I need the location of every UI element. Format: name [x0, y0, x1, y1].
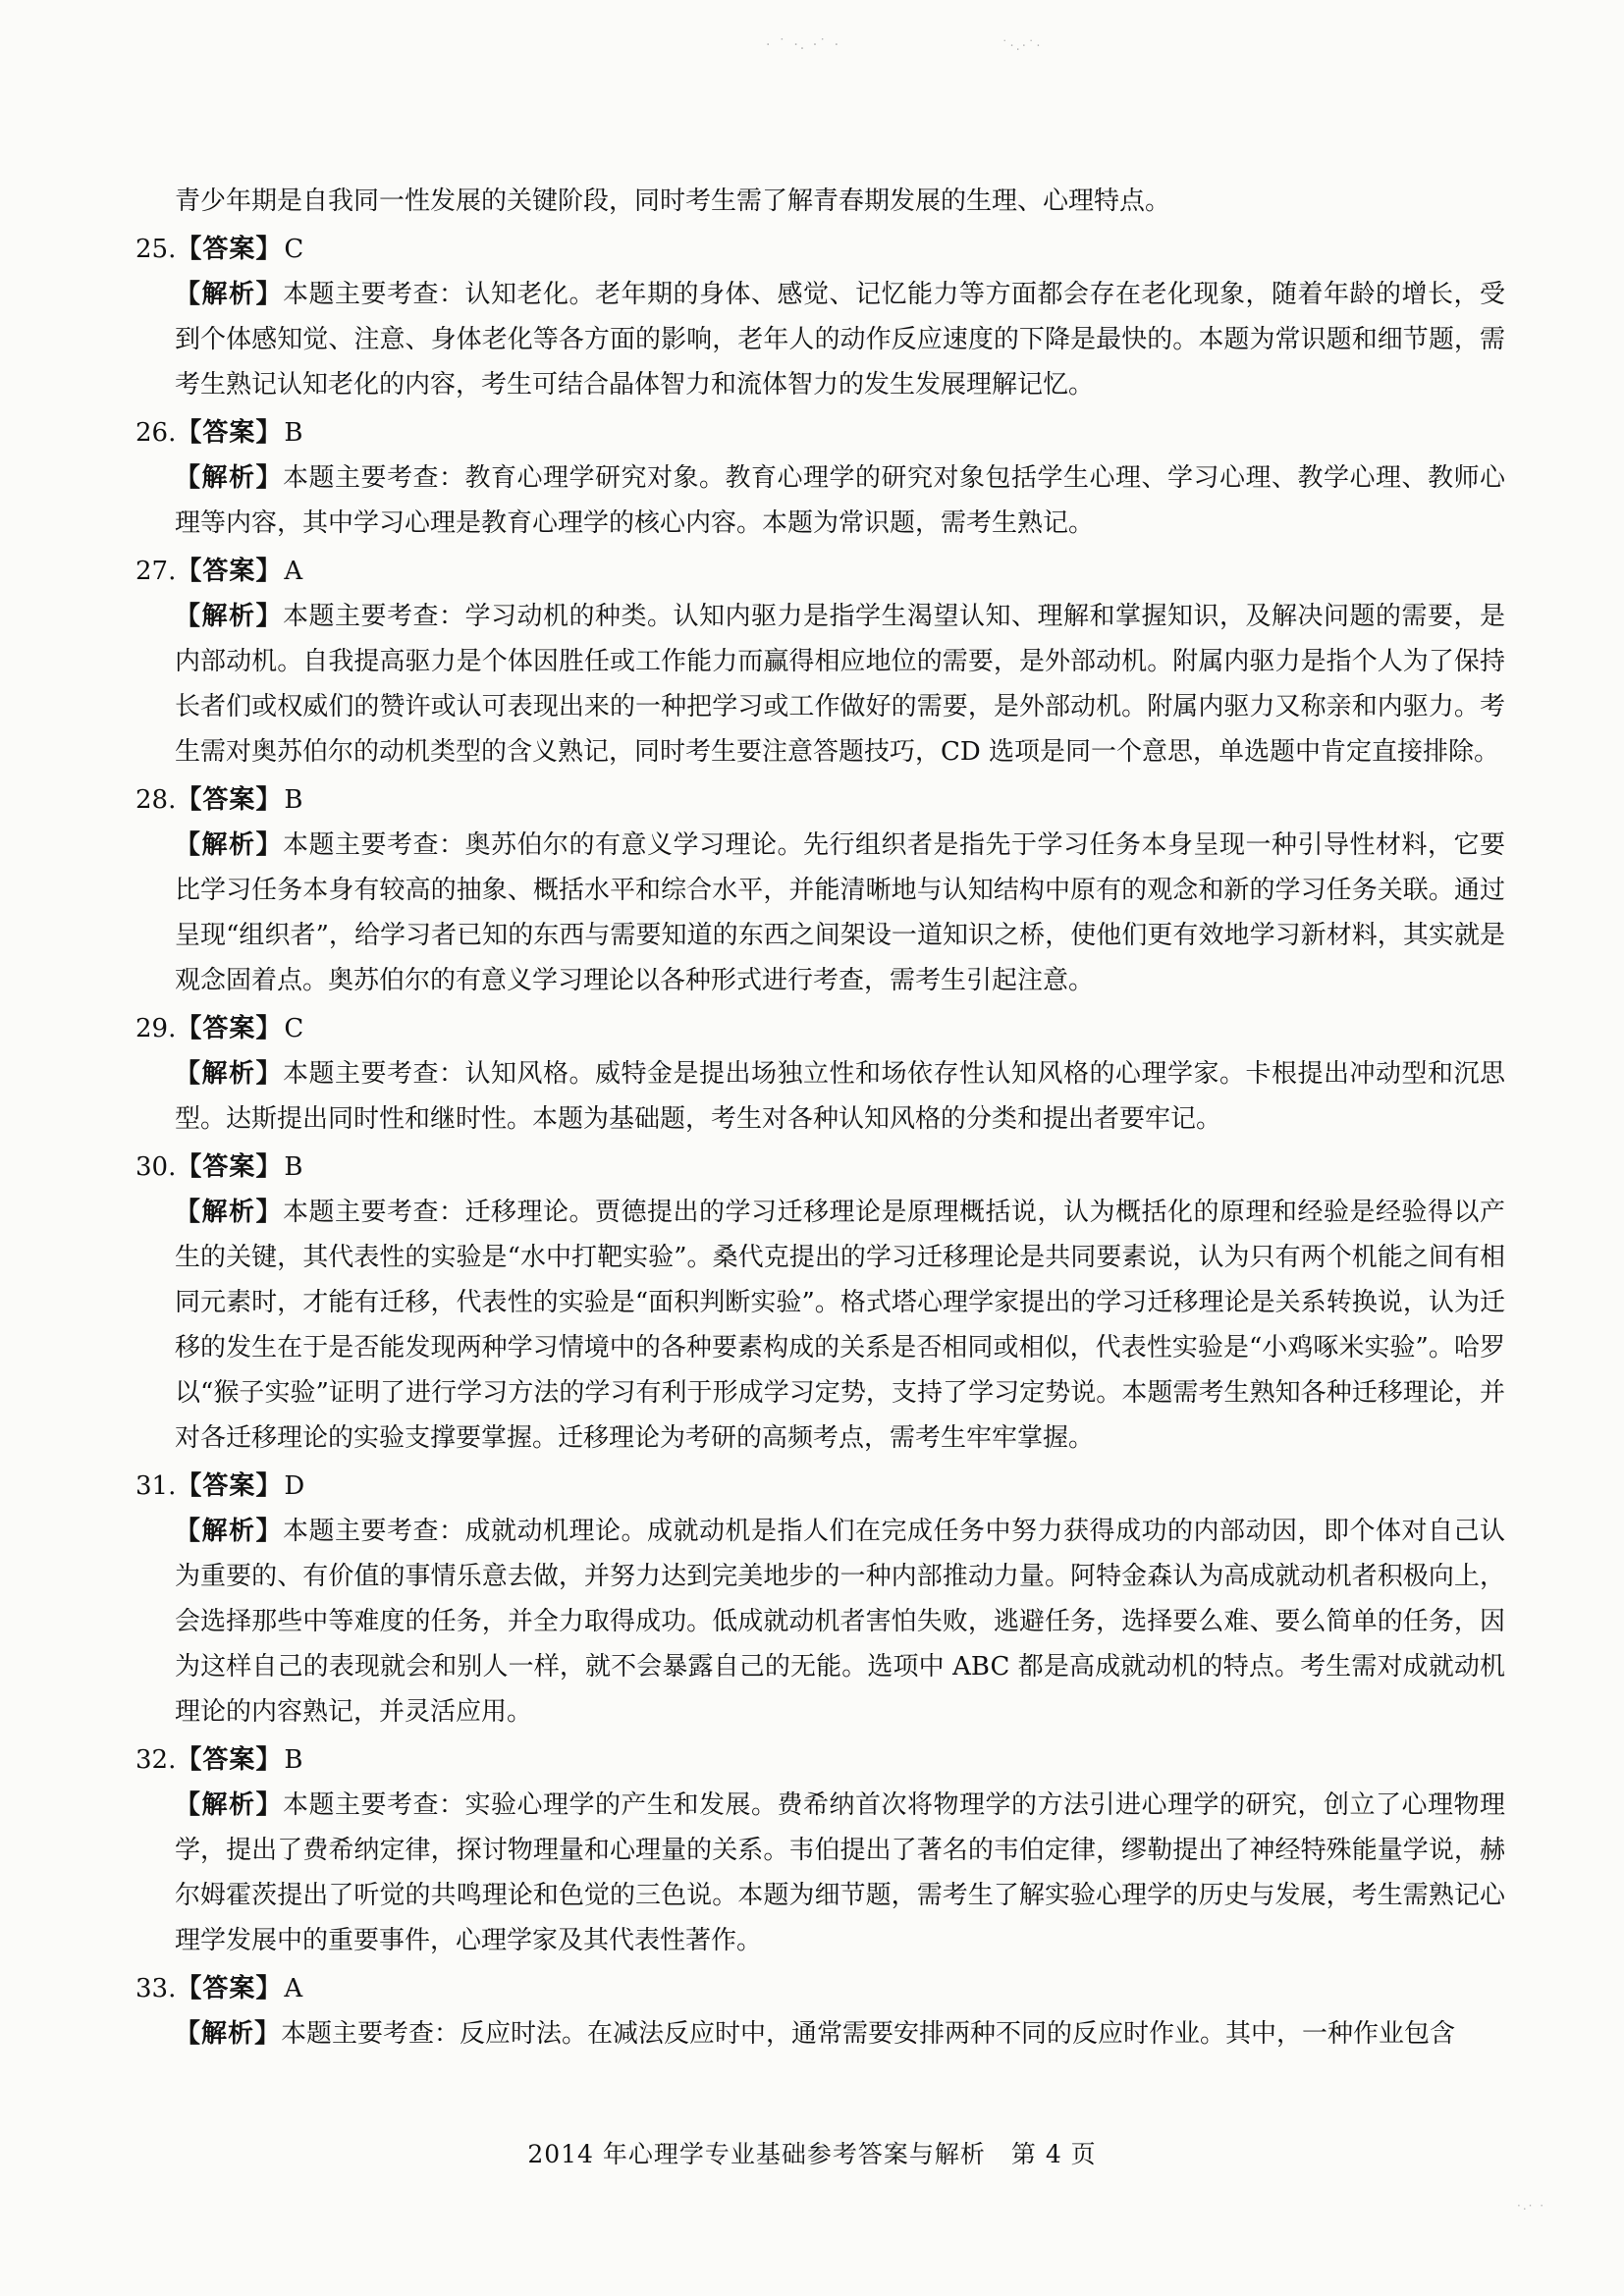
answer-item: [135, 1145, 1505, 1461]
analysis-text: 本题主要考查：实验心理学的产生和发展。费希纳首次将物理学的方法引进心理学的研究，创立了心理物理学，提出了费希纳定律，探讨物理量和心理量的关系。韦伯提出了著名的韦伯定律，缪勒提出了神经特殊能量学说，赫尔姆霍茨提出了听觉的共鸣理论和色觉的三色说。本题为细节题，需考生了解实验心理学的历史与发展，考生需熟记心理学发展中的重要事件，心理学家及其代表性著作。: [175, 1790, 1505, 1955]
analysis-label: 【解析】: [175, 1790, 283, 1820]
analysis-paragraph: [135, 1051, 1505, 1142]
question-number: 26.: [135, 418, 177, 448]
analysis-text: 本题主要考查：教育心理学研究对象。教育心理学的研究对象包括学生心理、学习心理、教学心理、教师心理等内容，其中学习心理是教育心理学的核心内容。本题为常识题，需考生熟记。: [175, 463, 1505, 538]
question-number: 32.: [135, 1745, 177, 1775]
analysis-paragraph: [135, 2011, 1505, 2056]
answer-line: [135, 1737, 1505, 1783]
scan-speckle: ˙·.·˙·: [1001, 39, 1043, 54]
analysis-paragraph: [135, 455, 1505, 546]
answer-letter: C: [284, 235, 304, 264]
analysis-text: 本题主要考查：学习动机的种类。认知内驱力是指学生渴望认知、理解和掌握知识，及解决问题的需要，是内部动机。自我提高驱力是个体因胜任或工作能力而赢得相应地位的需要，是外部动机。附属内驱力是指个人为了保持长者们或权威们的赞许或认可表现出来的一种把学习或工作做好的需要，是外部动机。附属内驱力又称亲和内驱力。考生需对奥苏伯尔的动机类型的含义熟记，同时考生要注意答题技巧，CD 选项是同一个意思，单选题中肯定直接排除。: [175, 602, 1505, 767]
answer-letter: A: [284, 1974, 303, 2003]
intro-paragraph: 青少年期是自我同一性发展的关键阶段，同时考生需了解青春期发展的生理、心理特点。: [175, 187, 1171, 216]
analysis-text: 本题主要考查：迁移理论。贾德提出的学习迁移理论是原理概括说，认为概括化的原理和经验是经验得以产生的关键，其代表性的实验是“水中打靶实验”。桑代克提出的学习迁移理论是共同要素说，认为只有两个机能之间有相同元素时，才能有迁移，代表性的实验是“面积判断实验”。格式塔心理学家提出的学习迁移理论是关系转换说，认为迁移的发生在于是否能发现两种学习情境中的各种要素构成的关系是否相同或相似，代表性实验是“小鸡啄米实验”。哈罗以“猴子实验”证明了进行学习方法的学习有利于形成学习定势，支持了学习定势说。本题需考生熟知各种迁移理论，并对各迁移理论的实验支撑要掌握。迁移理论为考研的高频考点，需考生牢牢掌握。: [175, 1198, 1505, 1453]
analysis-label: 【解析】: [175, 2019, 282, 2049]
question-number: 33.: [135, 1974, 177, 2003]
answer-label: 【答案】: [176, 235, 283, 264]
analysis-text: 本题主要考查：认知老化。老年期的身体、感觉、记忆能力等方面都会存在老化现象，随着年龄的增长，受到个体感知觉、注意、身体老化等各方面的影响，老年人的动作反应速度的下降是最快的。本题为常识题和细节题，需考生熟记认知老化的内容，考生可结合晶体智力和流体智力的发生发展理解记忆。: [175, 280, 1505, 400]
scan-speckle: ·.· ·: [1517, 2199, 1546, 2213]
analysis-text: 本题主要考查：反应时法。在减法反应时中，通常需要安排两种不同的反应时作业。其中，一种作业包含: [281, 2019, 1456, 2049]
answer-item: [135, 1737, 1505, 1963]
answer-item: [135, 777, 1505, 1003]
answer-line: [135, 227, 1505, 272]
analysis-paragraph: [135, 1190, 1505, 1461]
answer-label: 【答案】: [176, 557, 283, 586]
answer-label: 【答案】: [176, 1014, 283, 1043]
answer-line: [135, 1006, 1505, 1051]
analysis-label: 【解析】: [175, 830, 283, 860]
answer-letter: C: [284, 1014, 304, 1043]
question-number: 29.: [135, 1014, 177, 1043]
scan-speckle: · ˙ ·. ·˙ ·: [766, 37, 841, 53]
question-number: 28.: [135, 785, 177, 815]
answer-item: [135, 410, 1505, 546]
analysis-paragraph: [135, 1783, 1505, 1963]
analysis-label: 【解析】: [175, 463, 283, 493]
answer-item: [135, 1966, 1505, 2056]
answer-letter: A: [284, 557, 303, 586]
answer-item: [135, 1464, 1505, 1735]
analysis-label: 【解析】: [175, 602, 283, 631]
analysis-label: 【解析】: [175, 1198, 283, 1227]
answer-label: 【答案】: [176, 1152, 283, 1182]
answer-line: [135, 549, 1505, 594]
analysis-paragraph: [135, 823, 1505, 1003]
question-number: 30.: [135, 1152, 177, 1182]
answer-item: [135, 1006, 1505, 1142]
analysis-text: 本题主要考查：奥苏伯尔的有意义学习理论。先行组织者是指先于学习任务本身呈现一种引导性材料，它要比学习任务本身有较高的抽象、概括水平和综合水平，并能清晰地与认知结构中原有的观念和新的学习任务关联。通过呈现“组织者”，给学习者已知的东西与需要知道的东西之间架设一道知识之桥，使他们更有效地学习新材料，其实就是观念固着点。奥苏伯尔的有意义学习理论以各种形式进行考查，需考生引起注意。: [175, 830, 1505, 995]
answer-line: [135, 777, 1505, 823]
answer-letter: B: [284, 418, 303, 448]
page-footer: 2014 年心理学专业基础参考答案与解析 第 4 页: [527, 2140, 1097, 2168]
document-body: [135, 179, 1505, 2056]
analysis-text: 本题主要考查：成就动机理论。成就动机是指人们在完成任务中努力获得成功的内部动因，即个体对自己认为重要的、有价值的事情乐意去做，并努力达到完美地步的一种内部推动力量。阿特金森认为高成就动机者积极向上，会选择那些中等难度的任务，并全力取得成功。低成就动机者害怕失败，逃避任务，选择要么难、要么简单的任务，因为这样自己的表现就会和别人一样，就不会暴露自己的无能。选项中 ABC 都是高成就动机的特点。考生需对成就动机理论的内容熟记，并灵活应用。: [175, 1517, 1505, 1727]
answer-line: [135, 1966, 1505, 2011]
question-number: 31.: [135, 1471, 177, 1501]
answer-letter: B: [284, 785, 303, 815]
analysis-paragraph: [135, 272, 1505, 407]
answer-list: [135, 227, 1505, 2056]
answer-letter: D: [284, 1471, 305, 1501]
question-number: 25.: [135, 235, 177, 264]
answer-label: 【答案】: [176, 1745, 283, 1775]
analysis-label: 【解析】: [175, 1517, 283, 1546]
analysis-paragraph: [135, 594, 1505, 774]
answer-label: 【答案】: [176, 1471, 283, 1501]
answer-line: [135, 1145, 1505, 1190]
answer-label: 【答案】: [176, 418, 283, 448]
answer-line: [135, 1464, 1505, 1509]
answer-item: [135, 549, 1505, 774]
answer-label: 【答案】: [176, 1974, 283, 2003]
analysis-paragraph: [135, 1509, 1505, 1735]
answer-letter: B: [284, 1745, 303, 1775]
analysis-label: 【解析】: [175, 280, 283, 309]
answer-item: [135, 227, 1505, 407]
answer-label: 【答案】: [176, 785, 283, 815]
analysis-text: 本题主要考查：认知风格。威特金是提出场独立性和场依存性认知风格的心理学家。卡根提出冲动型和沉思型。达斯提出同时性和继时性。本题为基础题，考生对各种认知风格的分类和提出者要牢记。: [175, 1059, 1505, 1134]
answer-line: [135, 410, 1505, 455]
answer-letter: B: [284, 1152, 303, 1182]
analysis-label: 【解析】: [175, 1059, 283, 1089]
question-number: 27.: [135, 557, 177, 586]
